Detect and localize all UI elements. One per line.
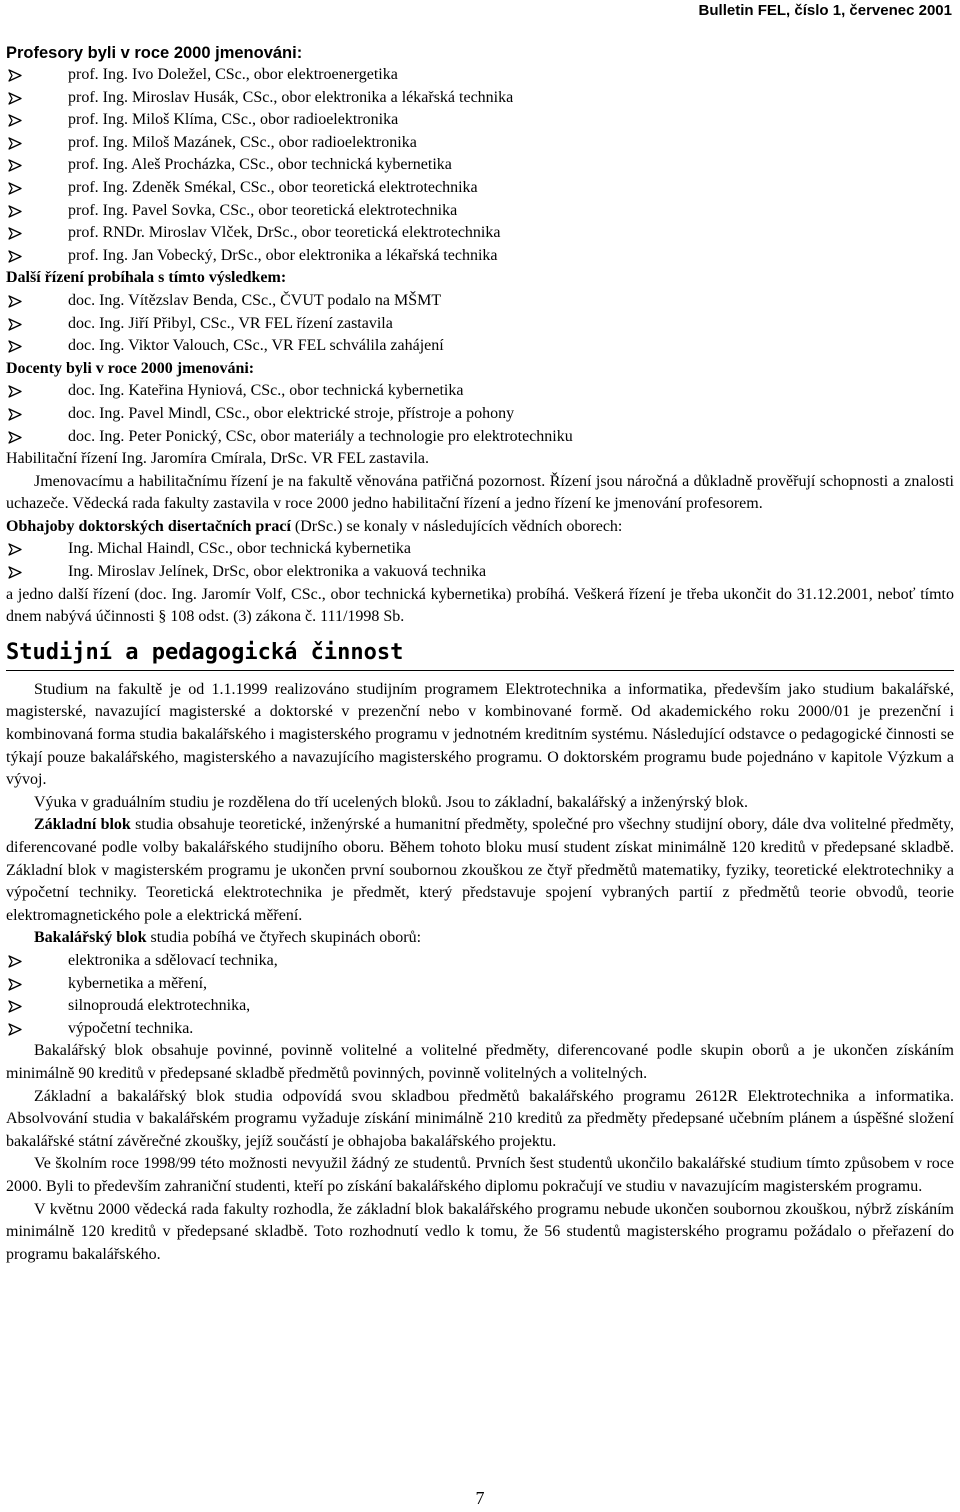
list-item xyxy=(6,177,954,200)
arrow-bullet-icon xyxy=(8,87,22,105)
defenses-heading xyxy=(6,516,954,539)
list-item xyxy=(6,313,954,336)
study-paragraph-5: Bakalářský blok obsahuje povinné, povinně volitelné a volitelné předměty, diferencované podle skupin oborů a je ukončen získáním minimálně 90 kreditů v předepsané skladbě předmětů povinných, povinně volitelných a volitelných. xyxy=(6,1042,954,1082)
arrow-bullet-icon xyxy=(8,403,22,421)
defenses-heading-bold: Obhajoby doktorských disertačních prací xyxy=(6,517,291,535)
list-item xyxy=(6,132,954,155)
list-item-text: výpočetní technika. xyxy=(68,1019,194,1037)
list-item-text: prof. Ing. Miroslav Husák, CSc., obor elektronika a lékařská technika xyxy=(68,88,514,106)
arrow-bullet-icon xyxy=(8,109,22,127)
list-item-text: prof. Ing. Jan Vobecký, DrSc., obor elektronika a lékařská technika xyxy=(68,246,498,264)
defenses-list xyxy=(6,538,954,583)
arrow-bullet-icon xyxy=(8,313,22,331)
list-item xyxy=(6,290,954,313)
arrow-bullet-icon xyxy=(8,132,22,150)
list-item xyxy=(6,87,954,110)
list-item-text: doc. Ing. Viktor Valouch, CSc., VR FEL schválila zahájení xyxy=(68,337,444,355)
study-paragraph-7: Ve školním roce 1998/99 této možnosti nevyužil žádný ze studentů. Prvních šest studentů ukončilo bakalářské studium tímto způsobem v roce 2000. Byli to především zahraniční studenti, kteří po získání bakalářského diplomu pokračují ve studiu v navazujícím magisterském programu. xyxy=(6,1155,954,1195)
arrow-bullet-icon xyxy=(8,380,22,398)
habilitation-line: Habilitační řízení Ing. Jaromíra Cmírala, DrSc. VR FEL zastavila. xyxy=(6,450,429,468)
list-item-text: prof. Ing. Ivo Doležel, CSc., obor elektroenergetika xyxy=(68,66,398,83)
further-proceedings-heading: Další řízení probíhala s tímto výsledkem: xyxy=(6,269,287,287)
bachelor-block-text: studia pobíhá ve čtyřech skupinách oborů: xyxy=(146,929,422,947)
list-item xyxy=(6,538,954,561)
list-item-text: prof. Ing. Pavel Sovka, CSc., obor teoretická elektrotechnika xyxy=(68,201,458,219)
list-item xyxy=(6,403,954,426)
document-body xyxy=(6,42,954,1266)
arrow-bullet-icon xyxy=(8,200,22,218)
study-paragraph-4 xyxy=(6,927,954,950)
list-item-text: elektronika a sdělovací technika, xyxy=(68,951,278,969)
study-paragraph-3 xyxy=(6,814,954,927)
list-item xyxy=(6,200,954,223)
docents-list xyxy=(6,380,954,448)
list-item-text: doc. Ing. Jiří Přibyl, CSc., VR FEL řízení zastavila xyxy=(68,314,393,332)
arrow-bullet-icon xyxy=(8,1018,22,1036)
basic-block-term: Základní blok xyxy=(34,816,131,834)
list-item xyxy=(6,426,954,449)
list-item-text: doc. Ing. Pavel Mindl, CSc., obor elektrické stroje, přístroje a pohony xyxy=(68,404,515,422)
arrow-bullet-icon xyxy=(8,177,22,195)
list-item xyxy=(6,950,954,973)
list-item xyxy=(6,995,954,1018)
arrow-bullet-icon xyxy=(8,245,22,263)
arrow-bullet-icon xyxy=(8,995,22,1013)
arrow-bullet-icon xyxy=(8,290,22,308)
list-item-text: doc. Ing. Kateřina Hyniová, CSc., obor technická kybernetika xyxy=(68,382,464,400)
list-item-text: kybernetika a měření, xyxy=(68,974,208,992)
list-item xyxy=(6,561,954,584)
study-paragraph-2: Výuka v graduálním studiu je rozdělena do tří ucelených bloků. Jsou to základní, bakalářský a inženýrský blok. xyxy=(34,793,749,811)
arrow-bullet-icon xyxy=(8,950,22,968)
page-number: 7 xyxy=(475,1488,485,1508)
list-item xyxy=(6,222,954,245)
further-proceedings-list xyxy=(6,290,954,358)
list-item-text: silnoproudá elektrotechnika, xyxy=(68,997,251,1015)
basic-block-text: studia obsahuje teoretické, inženýrské a humanitní předměty, společné pro všechny studijní obory, dále dva volitelné předměty, diferencované podle volby bakalářského studijního oboru. Během tohoto bloku musí student získat minimálně 120 kreditů v předepsané skladbě. Základní blok v magisterském programu je ukončen první soubornou zkouškou ze čtyř předmětů matematiky, fyziky, teoretické elektrotechniky a výpočetní techniky. Teoretická elektrotechnika je předmět, který představuje spojení vybraných partií z předmětů teorie obvodů, teorie elektromagnetického pole a elektrická měření. xyxy=(6,816,955,924)
list-item-text: doc. Ing. Peter Ponický, CSc, obor materiály a technologie pro elektrotechniku xyxy=(68,427,573,445)
list-item-text: prof. Ing. Zdeněk Smékal, CSc., obor teoretická elektrotechnika xyxy=(68,178,478,196)
study-section-title: Studijní a pedagogická činnost xyxy=(6,639,954,671)
arrow-bullet-icon xyxy=(8,335,22,353)
professors-heading: Profesory byli v roce 2000 jmenováni: xyxy=(6,44,303,62)
list-item xyxy=(6,1018,954,1041)
list-item-text: prof. RNDr. Miroslav Vlček, DrSc., obor teoretická elektrotechnika xyxy=(68,224,501,242)
study-paragraph-6: Základní a bakalářský blok studia odpovídá svou skladbou předmětů bakalářského programu 2612R Elektrotechnika a informatika. Absolvování studia v bakalářském programu vyžaduje získání minimálně 210 kreditů za předměty předepsané učebním plánem a úspěšné složení bakalářské státní závěrečné zkoušky, jejíž součástí je obhajoba bakalářského projektu. xyxy=(6,1087,954,1150)
arrow-bullet-icon xyxy=(8,538,22,556)
appointment-paragraph: Jmenovacímu a habilitačnímu řízení je na fakultě věnována patřičná pozornost. Řízení jsou náročná a důkladně prověřují schopnosti a znalosti uchazeče. Vědecká rada fakulty zastavila v roce 2000 jedno habilitační řízení a jedno řízení ke jmenování profesorem. xyxy=(6,472,954,513)
defenses-closing: a jedno další řízení (doc. Ing. Jaromír Volf, CSc., obor technická kybernetika) probíhá. Veškerá řízení je třeba ukončit do 31.12.2001, neboť tímto dnem nabývá účinnosti § 108 odst. (3) zákona č. 111/1998 Sb. xyxy=(6,585,954,626)
list-item-text: Ing. Michal Haindl, CSc., obor technická kybernetika xyxy=(68,540,412,558)
list-item xyxy=(6,380,954,403)
list-item-text: doc. Ing. Vítězslav Benda, CSc., ČVUT podalo na MŠMT xyxy=(68,291,442,309)
list-item-text: prof. Ing. Miloš Klíma, CSc., obor radioelektronika xyxy=(68,111,399,129)
list-item xyxy=(6,335,954,358)
study-paragraph-8: V květnu 2000 vědecká rada fakulty rozhodla, že základní blok bakalářského programu nebude ukončen soubornou zkouškou, nýbrž získáním minimálně 120 kreditů v předepsané skladbě. Toto rozhodnutí vedlo k tomu, že 56 studentů magisterského programu požádalo o přeřazení do programu bakalářského. xyxy=(6,1200,954,1263)
list-item xyxy=(6,154,954,177)
arrow-bullet-icon xyxy=(8,222,22,240)
bachelor-groups-list xyxy=(6,950,954,1040)
arrow-bullet-icon xyxy=(8,561,22,579)
defenses-heading-rest: (DrSc.) se konaly v následujících vědních oborech: xyxy=(290,517,623,535)
list-item-text: prof. Ing. Miloš Mazánek, CSc., obor radioelektronika xyxy=(68,133,417,151)
list-item-text: Ing. Miroslav Jelínek, DrSc, obor elektronika a vakuová technika xyxy=(68,563,487,581)
list-item xyxy=(6,245,954,268)
list-item xyxy=(6,109,954,132)
list-item-text: prof. Ing. Aleš Procházka, CSc., obor technická kybernetika xyxy=(68,156,452,174)
docents-heading: Docenty byli v roce 2000 jmenováni: xyxy=(6,359,255,377)
bachelor-block-term: Bakalářský blok xyxy=(34,929,147,947)
list-item xyxy=(6,64,954,87)
list-item xyxy=(6,973,954,996)
arrow-bullet-icon xyxy=(8,154,22,172)
arrow-bullet-icon xyxy=(8,973,22,991)
arrow-bullet-icon xyxy=(8,64,22,82)
arrow-bullet-icon xyxy=(8,426,22,444)
running-header: Bulletin FEL, číslo 1, červenec 2001 xyxy=(698,2,952,19)
professors-list xyxy=(6,64,954,267)
study-paragraph-1: Studium na fakultě je od 1.1.1999 realizováno studijním programem Elektrotechnika a informatika, především jako studium bakalářské, magisterské, navazující magisterské a doktorské v prezenční nebo v kombinované formě. Od akademického roku 2000/01 je prezenční i kombinovaná forma studia bakalářského i magisterského programu v jednotném kreditním systému. Následující odstavce o pedagogické činnosti se týkají pouze bakalářského, magisterského a navazujícího magisterského programu. O doktorském programu bude pojednáno v kapitole Výzkum a vývoj. xyxy=(6,680,954,789)
